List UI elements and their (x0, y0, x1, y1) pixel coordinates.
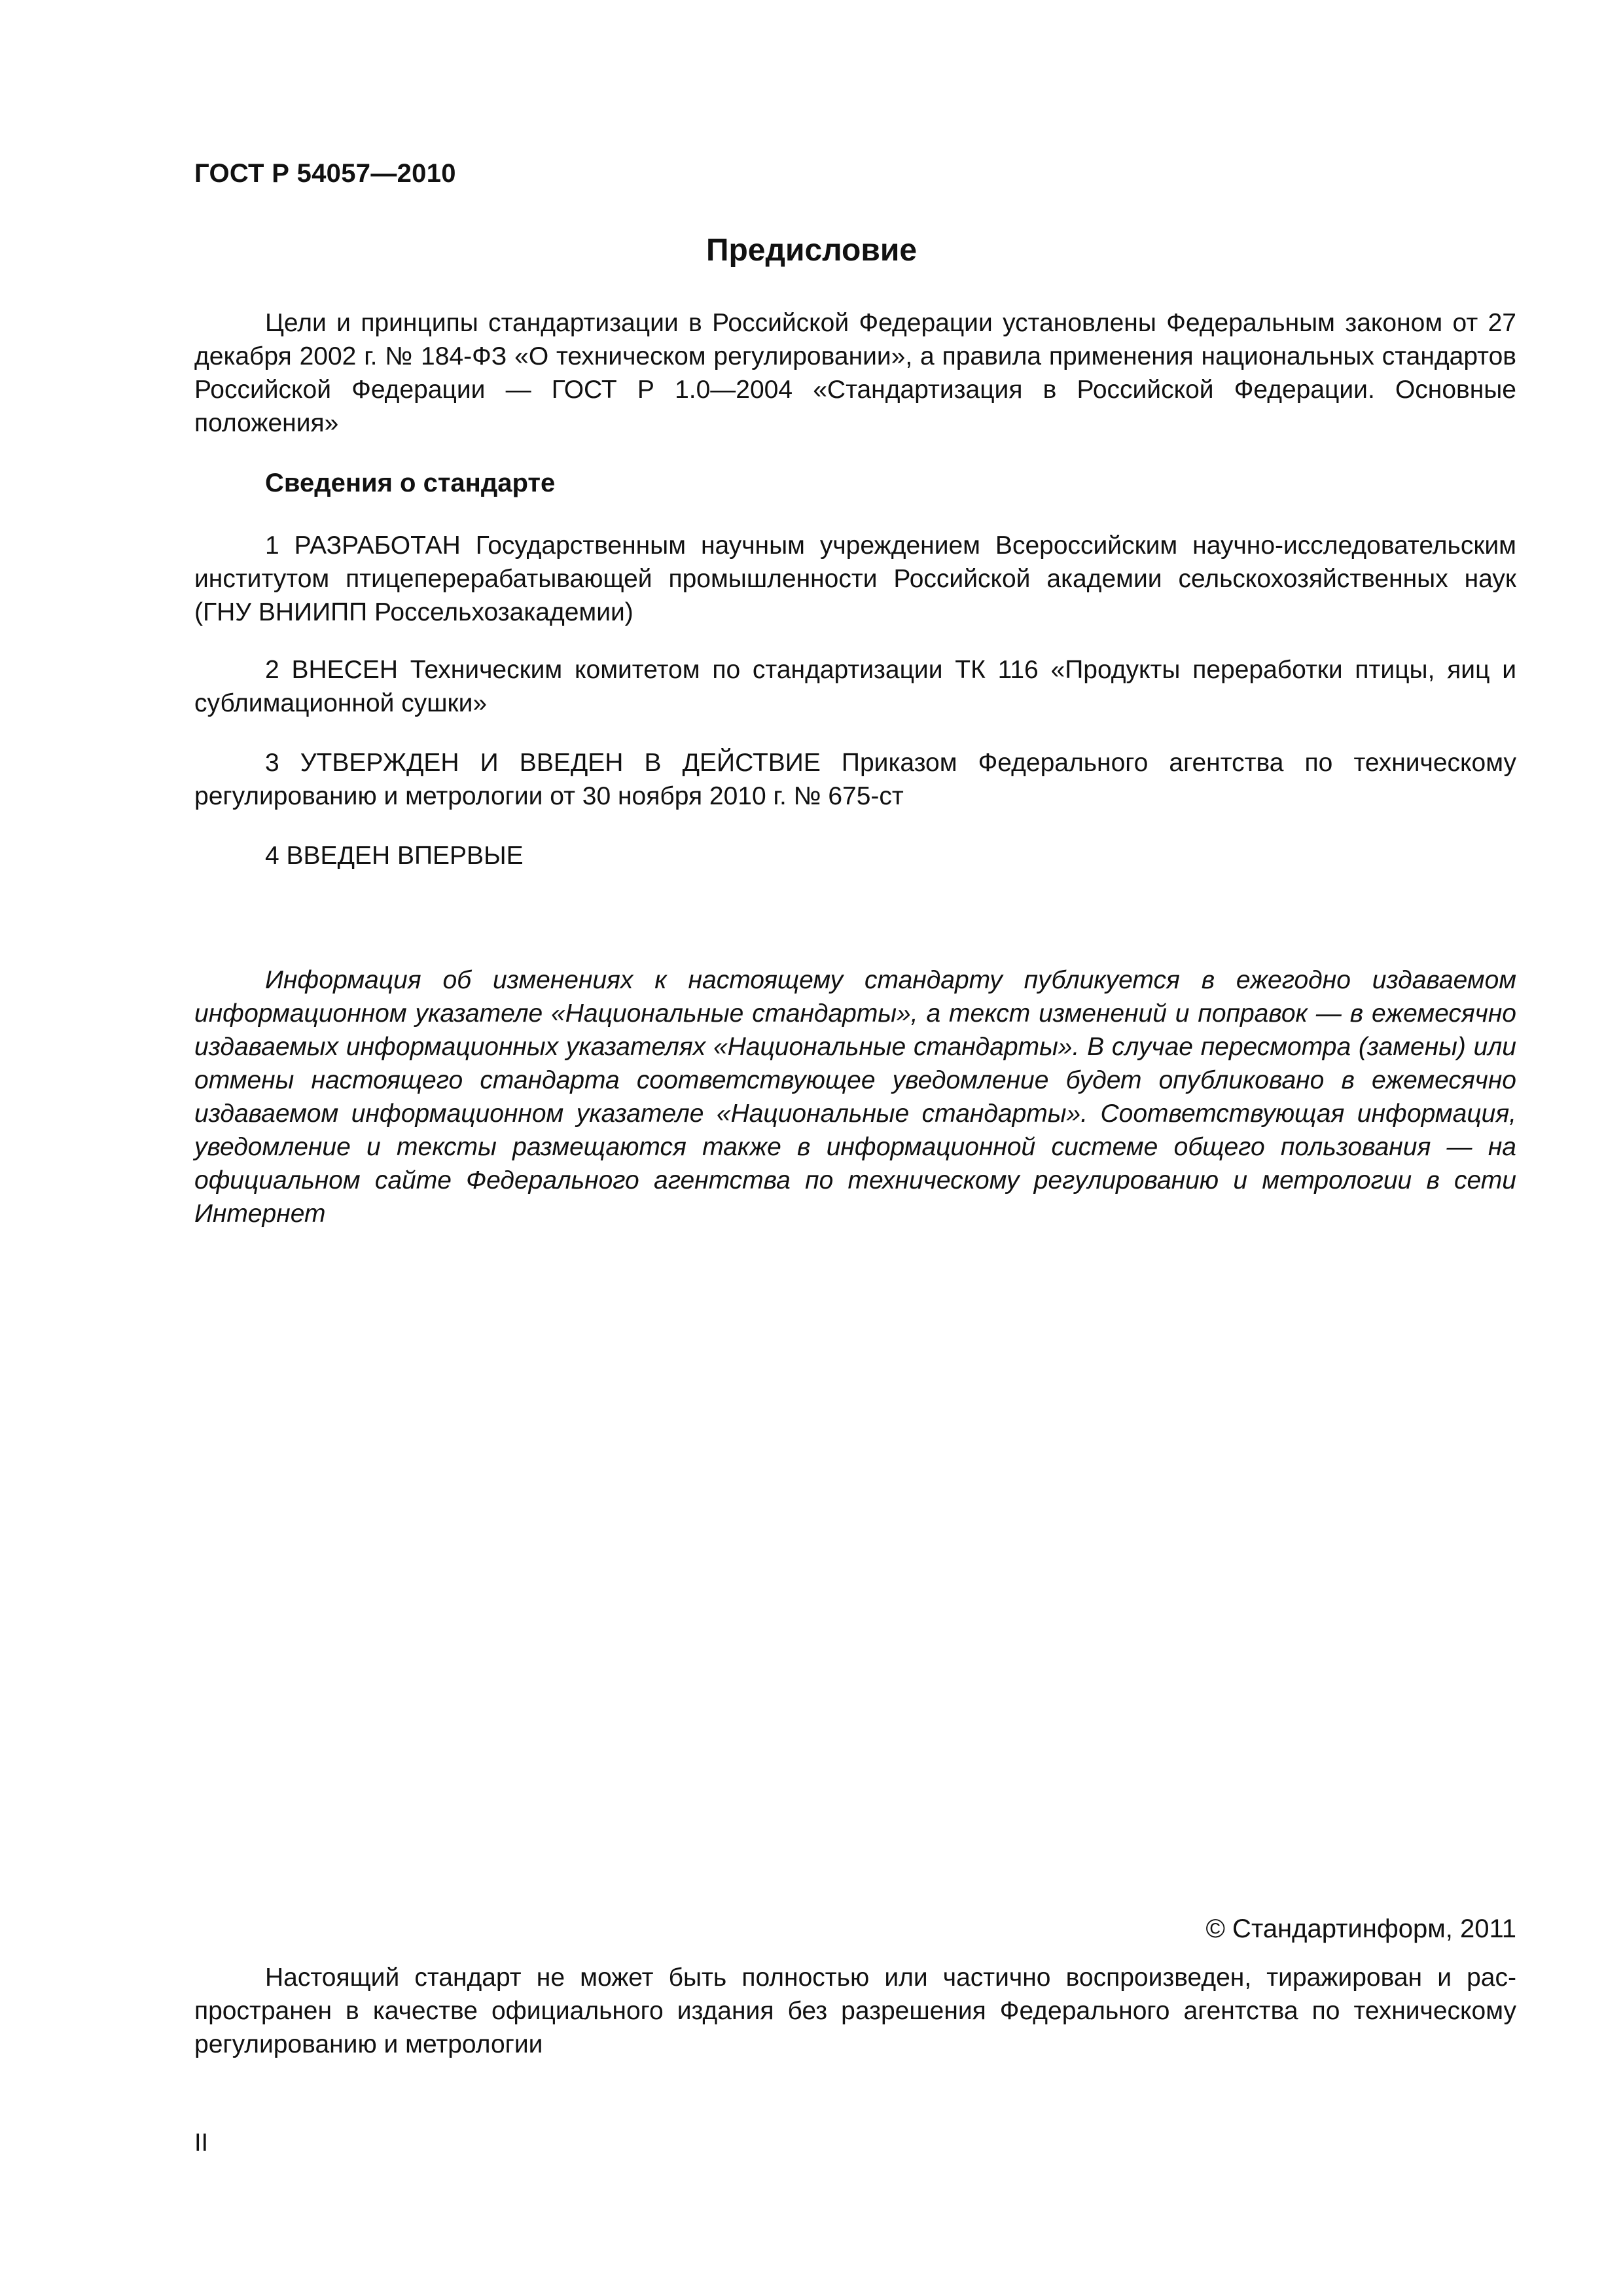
info-heading: Сведения о стандарте (265, 469, 556, 497)
copyright-line: © Стандартинформ, 2011 (1205, 1914, 1516, 1943)
list-item-4: 4 ВВЕДЕН ВПЕРВЫЕ (265, 842, 524, 870)
list-item-1: 1 РАЗРАБОТАН Государственным научным учреждением Всероссийским научно-исследовательским институтом птицеперерабатывающей промышленности Российской академии сельскохозяйственных наук (ГНУ ВНИИПП Россельхозакадемии) (194, 531, 1516, 626)
page-title: Предисловие (705, 233, 918, 268)
notice-paragraph: Информация об изменениях к настоящему стандарту публикуется в ежегодно издаваемом информационном указателе «Национальные стандарты», а текст изменений и поправок — в ежемесячно издаваемых информационных указателях «Национальные стандарты». В случае пересмотра (замены) или отмены настоящего стандарта соответствующее уведомление будет опубликовано в ежемесячно издаваемом информационном указателе «Национальные стандарты». Соответствующая информация, уведомление и тексты размещаются также в информационной системе общего пользования — на официальном сайте Федерального агентства по техническому регулированию и метрологии в сети Интернет (194, 966, 1516, 1228)
list-item-2: 2 ВНЕСЕН Техническим комитетом по стандартизации ТК 116 «Продукты переработки птицы, яиц и сублимационной сушки» (194, 656, 1516, 717)
page-number: II (194, 2129, 209, 2157)
intro-paragraph: Цели и принципы стандартизации в Российской Федерации установлены Федеральным законом от 27 декабря 2002 г. № 184-ФЗ «О техническом регулировании», а правила применения национальных стандартов Российской Федерации — ГОСТ Р 1.0—2004 «Стандартизация в Российской Федерации. Основные положения» (194, 309, 1516, 437)
document-id: ГОСТ Р 54057—2010 (194, 159, 456, 188)
reproduction-note: Настоящий стандарт не может быть полностью или частично воспроизведен, тиражирован и распространен в качестве официального издания без разрешения Федерального агентства по техническому регулированию и метрологии (194, 1964, 1516, 2058)
list-item-3: 3 УТВЕРЖДЕН И ВВЕДЕН В ДЕЙСТВИЕ Приказом Федерального агентства по техническому регулированию и метрологии от 30 ноября 2010 г. № 675-ст (194, 749, 1516, 810)
